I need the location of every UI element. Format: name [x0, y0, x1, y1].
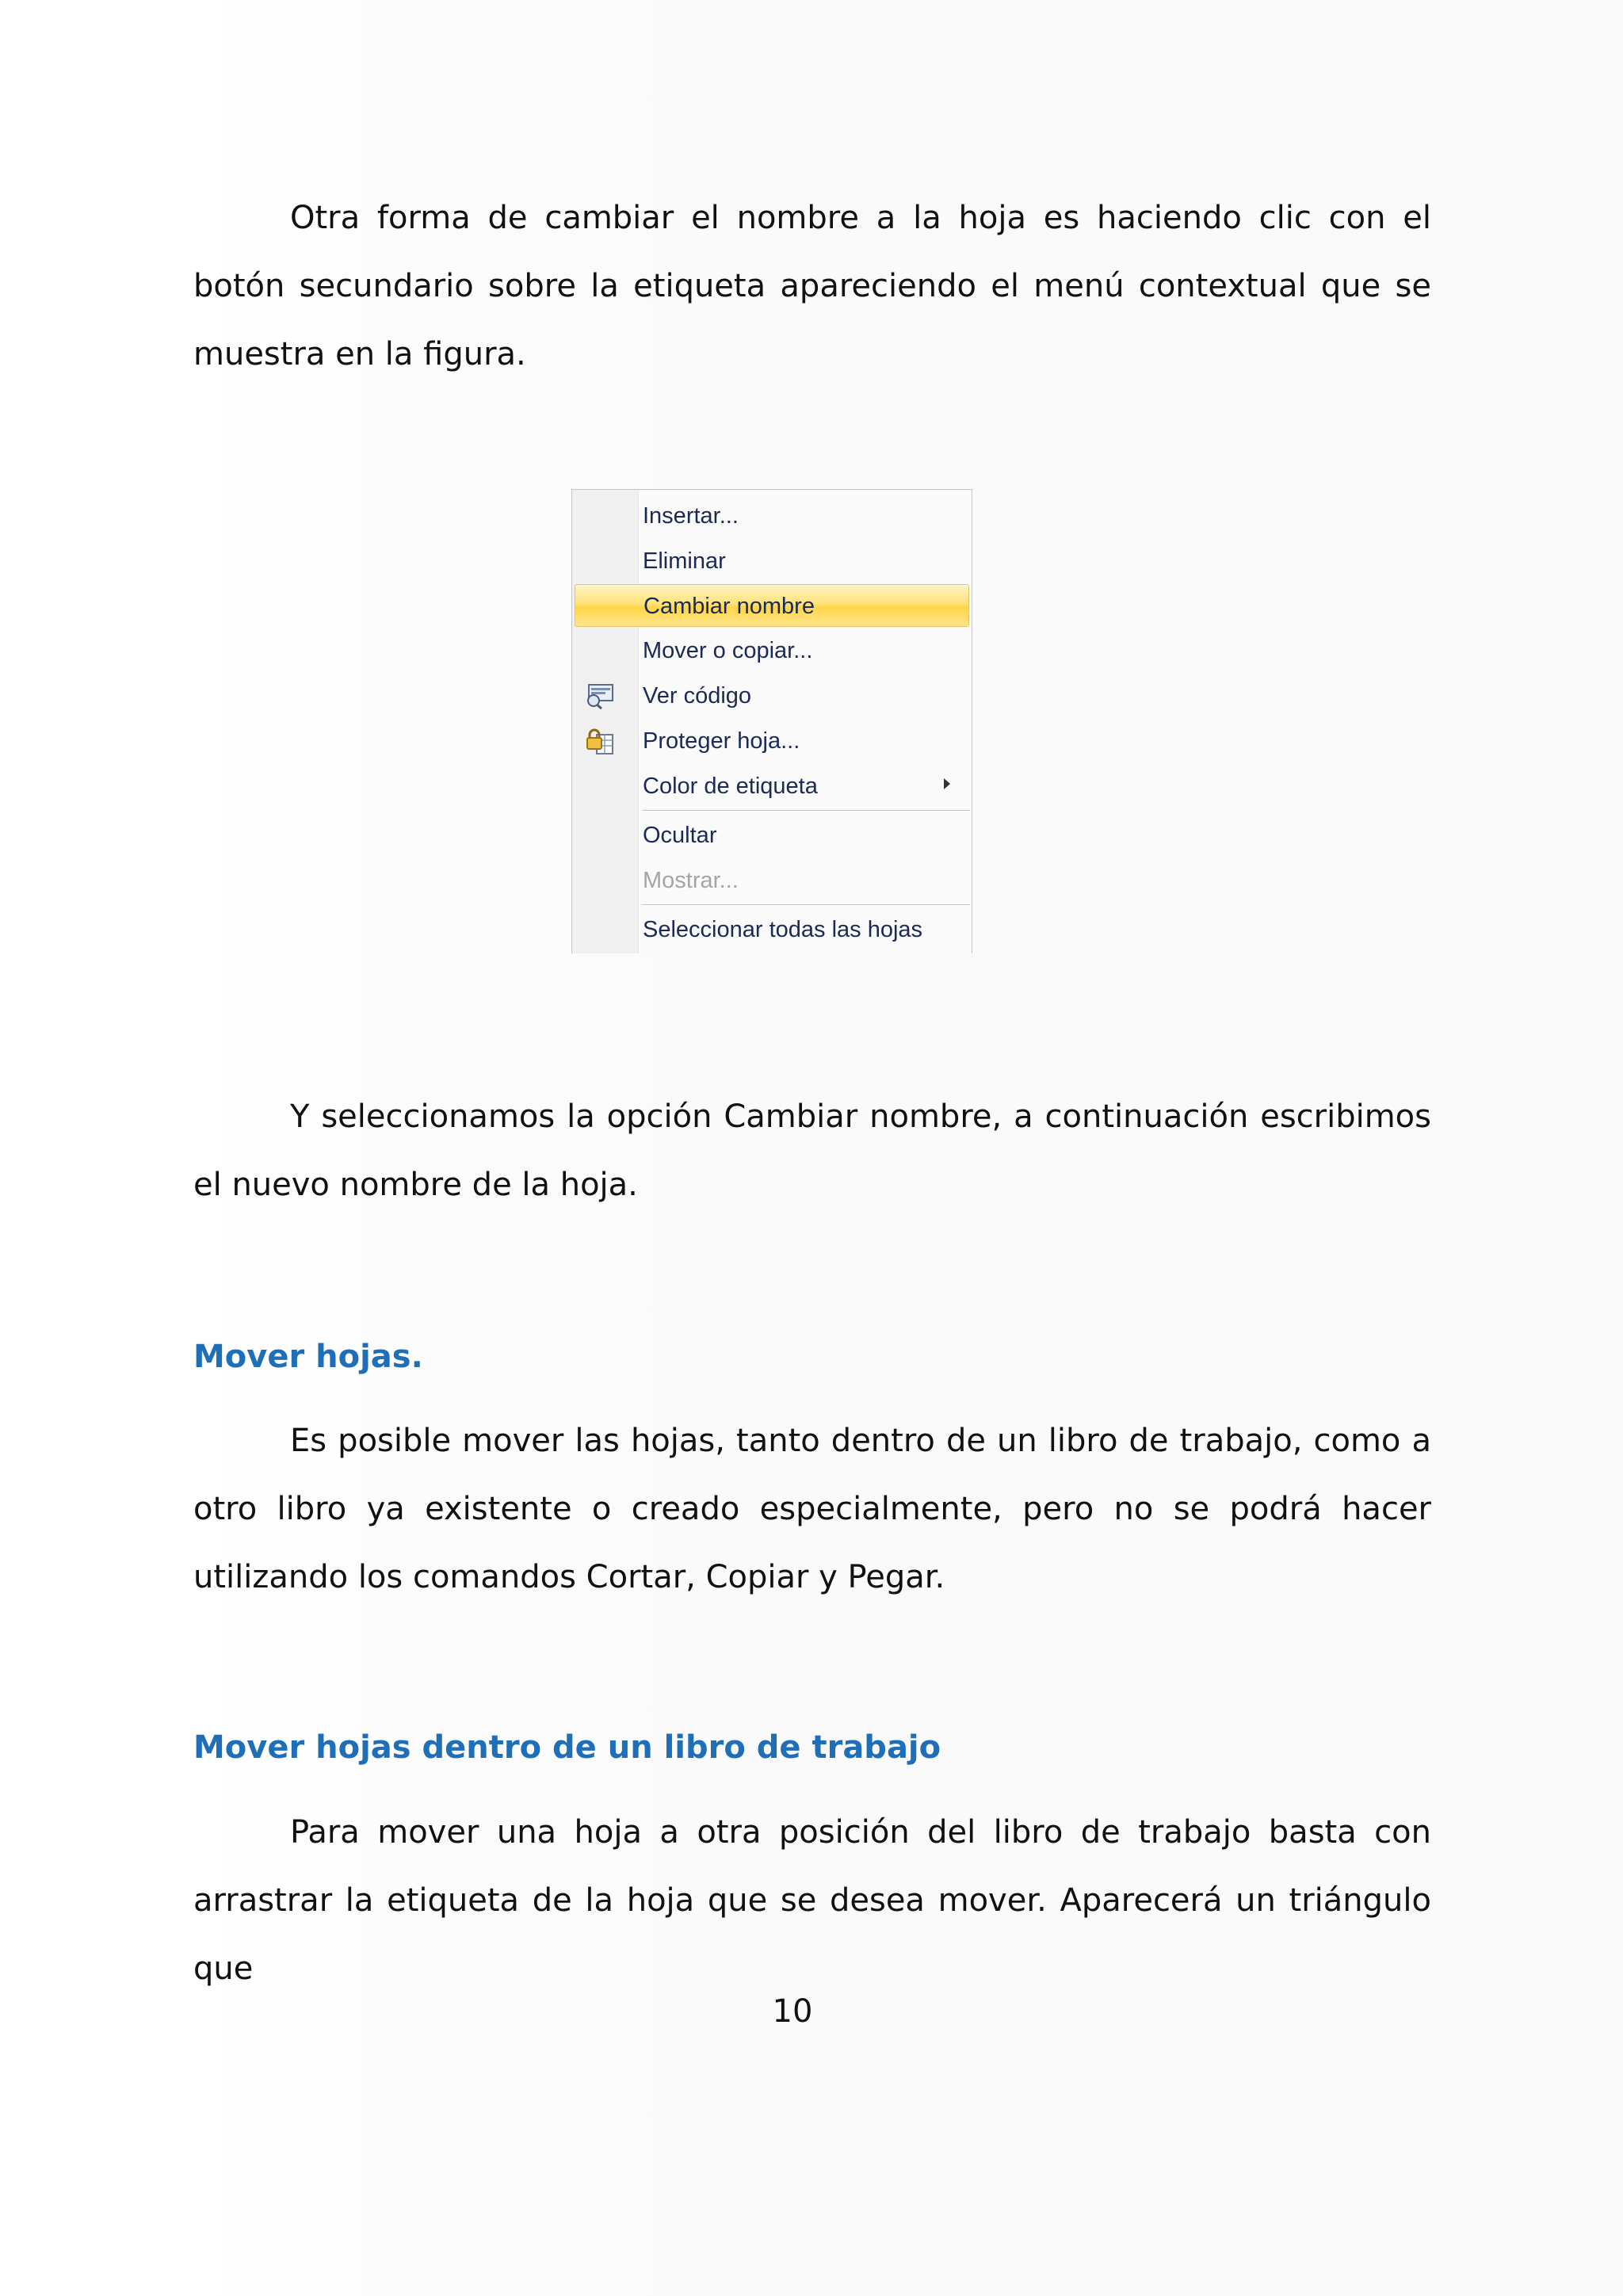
menu-item-mover-o-copiar[interactable]: [575, 629, 969, 672]
paragraph-move-sheets: Es posible mover las hojas, tanto dentro de un libro de trabajo, como a otro libro ya existente o creado especialmente, pero no se podrá hacer utilizando los comandos Cortar, Copiar y Pegar.: [193, 1423, 1431, 1595]
menu-item-label: Color de etiqueta: [643, 774, 818, 799]
menu-separator: [642, 904, 970, 905]
menu-item-ver-codigo[interactable]: [575, 674, 969, 717]
menu-item-label: Ver código: [643, 683, 752, 709]
paragraph-select-rename: Y seleccionamos la opción Cambiar nombre, a continuación escribimos el nuevo nombre de la hoja.: [193, 1098, 1431, 1203]
menu-item-label: Cambiar nombre: [643, 594, 815, 619]
menu-item-label: Ocultar: [643, 823, 717, 848]
menu-item-label: Eliminar: [643, 548, 726, 574]
menu-item-ocultar[interactable]: [575, 814, 969, 857]
menu-item-seleccionar-todas-las-hojas[interactable]: [575, 908, 969, 951]
view-code-icon: [584, 682, 616, 710]
heading-mover-hojas: Mover hojas.: [193, 1339, 423, 1375]
menu-item-label: Proteger hoja...: [643, 728, 800, 754]
menu-item-label: Seleccionar todas las hojas: [643, 917, 923, 942]
menu-separator: [642, 810, 970, 811]
menu-item-eliminar[interactable]: [575, 540, 969, 583]
menu-item-label: Insertar...: [643, 503, 739, 529]
context-menu: [571, 489, 972, 953]
menu-item-proteger-hoja[interactable]: [575, 720, 969, 762]
menu-item-label: Mostrar...: [643, 868, 739, 893]
lock-sheet-icon: [584, 727, 616, 755]
submenu-arrow-icon: [944, 778, 950, 789]
page-number: 10: [772, 1993, 813, 2030]
paragraph-drag-sheet-tab: Para mover una hoja a otra posición del libro de trabajo basta con arrastrar la etiqueta de la hoja que se desea mover. Aparecerá un triángulo que: [193, 1814, 1431, 1987]
menu-item-mostrar: [575, 859, 969, 902]
paragraph-rename-intro: Otra forma de cambiar el nombre a la hoja es haciendo clic con el botón secundario sobre la etiqueta apareciendo el menú contextual que se muestra en la figura.: [193, 200, 1431, 372]
menu-item-label: Mover o copiar...: [643, 638, 813, 663]
menu-item-cambiar-nombre[interactable]: [575, 584, 969, 627]
menu-item-insertar[interactable]: [575, 495, 969, 537]
menu-item-color-de-etiqueta[interactable]: [575, 765, 969, 808]
heading-mover-dentro-libro: Mover hojas dentro de un libro de trabajo: [193, 1729, 941, 1766]
